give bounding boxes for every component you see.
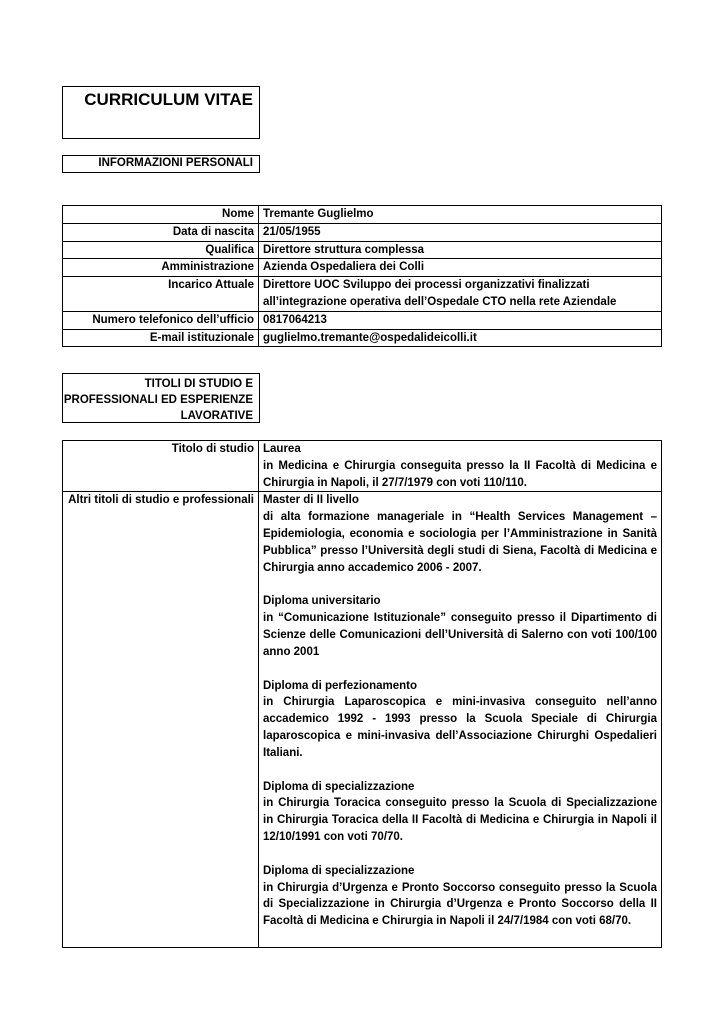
table-row (63, 277, 662, 312)
field-label: Amministrazione (63, 259, 259, 277)
other-titles-cell (259, 492, 662, 948)
field-label: Altri titoli di studio e professionali (63, 492, 259, 948)
cv-title-box (62, 86, 260, 139)
title-heading: Diploma di perfezionamento (263, 679, 417, 692)
field-value: Direttore struttura complessa (259, 241, 662, 259)
title-heading: Diploma di specializzazione (263, 780, 415, 793)
personal-section-box (62, 155, 260, 173)
title-heading: Diploma universitario (263, 595, 381, 608)
degree-heading: Laurea (263, 443, 301, 455)
field-label: Nome (63, 206, 259, 224)
degree-cell (259, 441, 662, 492)
title-heading: Diploma di specializzazione (263, 864, 415, 877)
email-value: guglielmo.tremante@ospedalideicolli.it (259, 329, 662, 347)
field-label: Data di nascita (63, 223, 259, 241)
field-value: Direttore UOC Sviluppo dei processi organizzativi finalizzati all’integrazione operativa dell’Ospedale CTO nella rete Aziendale (259, 277, 662, 312)
table-row (63, 492, 662, 948)
page-title: CURRICULUM VITAE (84, 90, 253, 109)
table-row (63, 311, 662, 329)
personal-info-table (62, 205, 662, 347)
degree-text: in Medicina e Chirurgia conseguita presso la II Facoltà di Medicina e Chirurgia in Napoli, il 27/7/1979 con voti 110/110. (263, 459, 657, 489)
field-value: 21/05/1955 (259, 223, 662, 241)
title-text: in “Comunicazione Istituzionale” conseguito presso il Dipartimento di Scienze delle Comunicazioni dell’Università di Salerno con voti 100/100 anno 2001 (263, 612, 657, 658)
field-label: Titolo di studio (63, 441, 259, 492)
title-heading: Master di II livello (263, 494, 359, 507)
table-row (63, 259, 662, 277)
studies-table (62, 440, 662, 948)
field-label: Incarico Attuale (63, 277, 259, 312)
field-label: Numero telefonico dell’ufficio (63, 311, 259, 329)
table-row (63, 441, 662, 492)
personal-section-title: INFORMAZIONI PERSONALI (98, 157, 253, 169)
field-value: Tremante Guglielmo (259, 206, 662, 224)
table-row (63, 206, 662, 224)
field-label: E-mail istituzionale (63, 329, 259, 347)
studies-section-box (62, 373, 260, 423)
title-text: in Chirurgia Toracica conseguito presso la Scuola di Specializzazione in Chirurgia Toracica della II Facoltà di Medicina e Chirurgia in Napoli il 12/10/1991 con voti 70/70. (263, 797, 657, 843)
field-value: Azienda Ospedaliera dei Colli (259, 259, 662, 277)
table-row (63, 223, 662, 241)
field-value: 0817064213 (259, 311, 662, 329)
title-text: in Chirurgia d’Urgenza e Pronto Soccorso conseguito presso la Scuola di Specializzazione in Chirurgia d’Urgenza e Pronto Soccorso della II Facoltà di Medicina e Chirurgia in Napoli il 24/7/1984 con voti 68/70. (263, 881, 657, 928)
field-label: Qualifica (63, 241, 259, 259)
studies-section-title: TITOLI DI STUDIO E PROFESSIONALI ED ESPERIENZE LAVORATIVE (63, 378, 253, 422)
table-row (63, 241, 662, 259)
title-text: in Chirurgia Laparoscopica e mini-invasiva conseguito nell’anno accademico 1992 - 1993 presso la Scuola Speciale di Chirurgia laparoscopica e mini-invasiva dell’Associazione Chirurghi Ospedalieri Italiani. (263, 696, 657, 759)
table-row (63, 329, 662, 347)
title-text: di alta formazione manageriale in “Health Services Management – Epidemiologia, economia e sociologia per l’Amministrazione in Sanità Pubblica” presso l’Università degli studi di Siena, Facoltà di Medicina e Chirurgia anno accademico 2006 - 2007. (263, 511, 657, 574)
